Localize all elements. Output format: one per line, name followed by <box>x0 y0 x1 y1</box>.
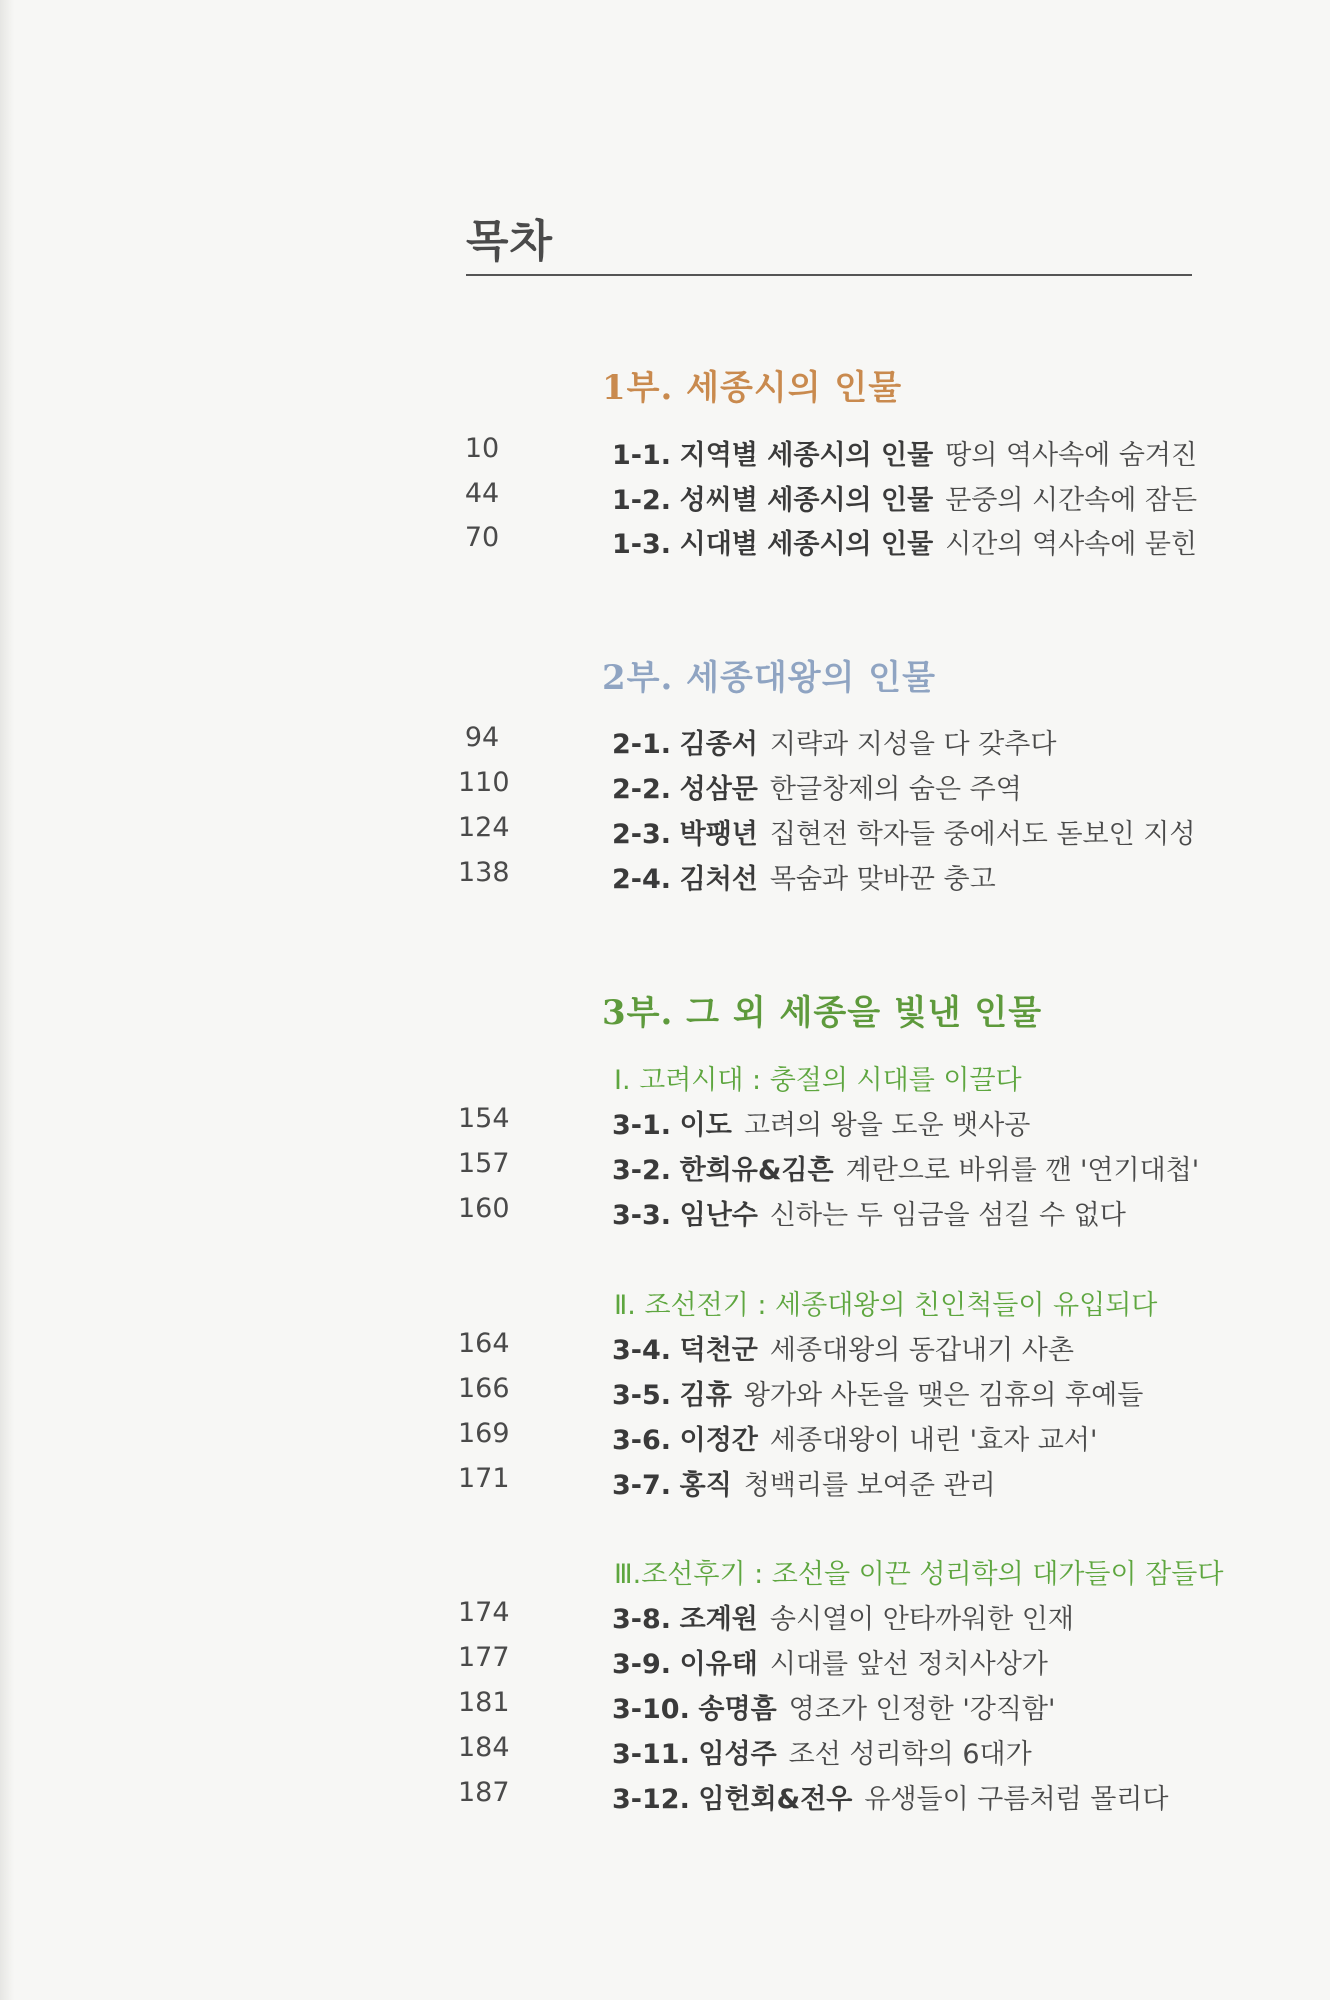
entry-number: 3-1. <box>612 1110 672 1141</box>
entry-description: 문중의 시간속에 잠든 <box>945 485 1198 516</box>
page-title: 목차 <box>466 216 554 267</box>
toc-entry[interactable] <box>0 812 1330 856</box>
entry-name: 홍직 <box>679 1470 732 1501</box>
page-number: 10 <box>464 433 500 464</box>
entry-name: 지역별 세종시의 인물 <box>679 440 934 471</box>
page-number: 138 <box>458 857 510 888</box>
entry-name: 임성주 <box>698 1739 777 1770</box>
page-number: 169 <box>458 1418 510 1449</box>
part-1-heading: 1부. 세종시의 인물 <box>602 368 903 408</box>
toc-entry[interactable] <box>0 1103 1330 1147</box>
entry-text <box>612 522 1197 561</box>
entry-text <box>612 433 1197 472</box>
toc-entry[interactable] <box>0 1687 1330 1731</box>
entry-number: 3-6. <box>612 1425 672 1456</box>
page-number: 171 <box>458 1463 510 1494</box>
entry-name: 성삼문 <box>679 774 758 805</box>
entry-number: 2-1. <box>612 729 672 760</box>
entry-number: 3-2. <box>612 1155 672 1186</box>
toc-entry[interactable] <box>0 1642 1330 1686</box>
entry-name: 김휴 <box>679 1380 732 1411</box>
entry-text <box>612 478 1197 517</box>
entry-description: 한글창제의 숨은 주역 <box>769 774 1022 805</box>
entry-text <box>612 1373 1143 1412</box>
entry-name: 임헌회&전우 <box>698 1784 853 1815</box>
page-number: 124 <box>458 812 510 843</box>
page-number: 181 <box>458 1687 510 1718</box>
entry-name: 이도 <box>679 1110 732 1141</box>
page-number: 184 <box>458 1732 510 1763</box>
entry-name: 이유태 <box>679 1649 758 1680</box>
toc-entry[interactable] <box>0 522 1330 566</box>
entry-description: 땅의 역사속에 숨겨진 <box>945 440 1198 471</box>
page-number: 154 <box>458 1103 510 1134</box>
entry-description: 청백리를 보여준 관리 <box>743 1470 996 1501</box>
entry-number: 3-10. <box>612 1694 690 1725</box>
entry-description: 계란으로 바위를 깬 '연기대첩' <box>845 1155 1200 1186</box>
entry-number: 1-1. <box>612 440 672 471</box>
entry-description: 송시열이 안타까워한 인재 <box>769 1604 1074 1635</box>
page-number: 160 <box>458 1193 510 1224</box>
toc-entry[interactable] <box>0 1463 1330 1507</box>
entry-text <box>612 812 1195 851</box>
entry-description: 목숨과 맞바꾼 충고 <box>769 864 996 895</box>
entry-description: 시간의 역사속에 묻힌 <box>945 529 1198 560</box>
entry-description: 왕가와 사돈을 맺은 김휴의 후예들 <box>743 1380 1144 1411</box>
entry-text <box>612 1777 1168 1816</box>
toc-entry[interactable] <box>0 433 1330 477</box>
entry-number: 3-5. <box>612 1380 672 1411</box>
section-2-heading: Ⅱ. 조선전기 : 세종대왕의 친인척들이 유입되다 <box>614 1290 1158 1321</box>
entry-description: 신하는 두 임금을 섬길 수 없다 <box>769 1200 1126 1231</box>
entry-text <box>612 1687 1055 1726</box>
entry-name: 김종서 <box>679 729 758 760</box>
page-number: 164 <box>458 1328 510 1359</box>
entry-text <box>612 857 996 896</box>
entry-text <box>612 1148 1199 1187</box>
entry-description: 조선 성리학의 6대가 <box>788 1739 1032 1770</box>
toc-entry[interactable] <box>0 478 1330 522</box>
entry-name: 박팽년 <box>679 819 758 850</box>
toc-entry[interactable] <box>0 1418 1330 1462</box>
entry-number: 1-2. <box>612 485 672 516</box>
entry-number: 3-3. <box>612 1200 672 1231</box>
entry-name: 송명흠 <box>698 1694 777 1725</box>
page-number: 157 <box>458 1148 510 1179</box>
entry-number: 3-8. <box>612 1604 672 1635</box>
entry-text <box>612 1597 1074 1636</box>
entry-number: 3-7. <box>612 1470 672 1501</box>
entry-number: 2-4. <box>612 864 672 895</box>
entry-number: 3-9. <box>612 1649 672 1680</box>
toc-entry[interactable] <box>0 1148 1330 1192</box>
entry-text <box>612 1642 1048 1681</box>
entry-text <box>612 1328 1074 1367</box>
section-3-heading: Ⅲ.조선후기 : 조선을 이끈 성리학의 대가들이 잠들다 <box>614 1559 1224 1590</box>
entry-description: 시대를 앞선 정치사상가 <box>769 1649 1048 1680</box>
entry-name: 덕천군 <box>679 1335 758 1366</box>
entry-number: 3-11. <box>612 1739 690 1770</box>
page-number: 177 <box>458 1642 510 1673</box>
entry-name: 한희유&김흔 <box>679 1155 834 1186</box>
entry-text <box>612 722 1056 761</box>
entry-name: 김처선 <box>679 864 758 895</box>
toc-entry[interactable] <box>0 722 1330 766</box>
toc-entry[interactable] <box>0 857 1330 901</box>
part-2-heading: 2부. 세종대왕의 인물 <box>602 658 936 698</box>
toc-entry[interactable] <box>0 1193 1330 1237</box>
toc-entry[interactable] <box>0 1732 1330 1776</box>
entry-number: 3-12. <box>612 1784 690 1815</box>
entry-name: 성씨별 세종시의 인물 <box>679 485 934 516</box>
entry-text <box>612 1732 1032 1771</box>
toc-entry[interactable] <box>0 1328 1330 1372</box>
entry-number: 2-3. <box>612 819 672 850</box>
entry-number: 2-2. <box>612 774 672 805</box>
page-number: 174 <box>458 1597 510 1628</box>
entry-name: 시대별 세종시의 인물 <box>679 529 934 560</box>
entry-description: 세종대왕의 동갑내기 사촌 <box>769 1335 1074 1366</box>
entry-name: 조계원 <box>679 1604 758 1635</box>
entry-description: 세종대왕이 내린 '효자 교서' <box>769 1425 1098 1456</box>
page-number: 70 <box>464 522 500 553</box>
entry-text <box>612 1103 1030 1142</box>
page-number: 44 <box>464 478 500 509</box>
part-3-heading: 3부. 그 외 세종을 빛낸 인물 <box>602 993 1043 1033</box>
entry-text <box>612 1463 996 1502</box>
page-number: 187 <box>458 1777 510 1808</box>
page-number: 94 <box>464 722 500 753</box>
toc-entry[interactable] <box>0 1777 1330 1821</box>
title-divider <box>466 274 1192 276</box>
entry-description: 집현전 학자들 중에서도 돋보인 지성 <box>769 819 1196 850</box>
page-number: 166 <box>458 1373 510 1404</box>
entry-text <box>612 1193 1126 1232</box>
toc-entry[interactable] <box>0 767 1330 811</box>
toc-entry[interactable] <box>0 1597 1330 1641</box>
entry-text <box>612 767 1022 806</box>
section-1-heading: Ⅰ. 고려시대 : 충절의 시대를 이끌다 <box>614 1065 1022 1096</box>
toc-entry[interactable] <box>0 1373 1330 1417</box>
entry-description: 유생들이 구름처럼 몰리다 <box>864 1784 1169 1815</box>
entry-number: 1-3. <box>612 529 672 560</box>
entry-number: 3-4. <box>612 1335 672 1366</box>
entry-name: 임난수 <box>679 1200 758 1231</box>
entry-text <box>612 1418 1097 1457</box>
entry-name: 이정간 <box>679 1425 758 1456</box>
entry-description: 영조가 인정한 '강직함' <box>788 1694 1056 1725</box>
entry-description: 고려의 왕을 도운 뱃사공 <box>743 1110 1031 1141</box>
entry-description: 지략과 지성을 다 갖추다 <box>769 729 1057 760</box>
page-number: 110 <box>458 767 510 798</box>
